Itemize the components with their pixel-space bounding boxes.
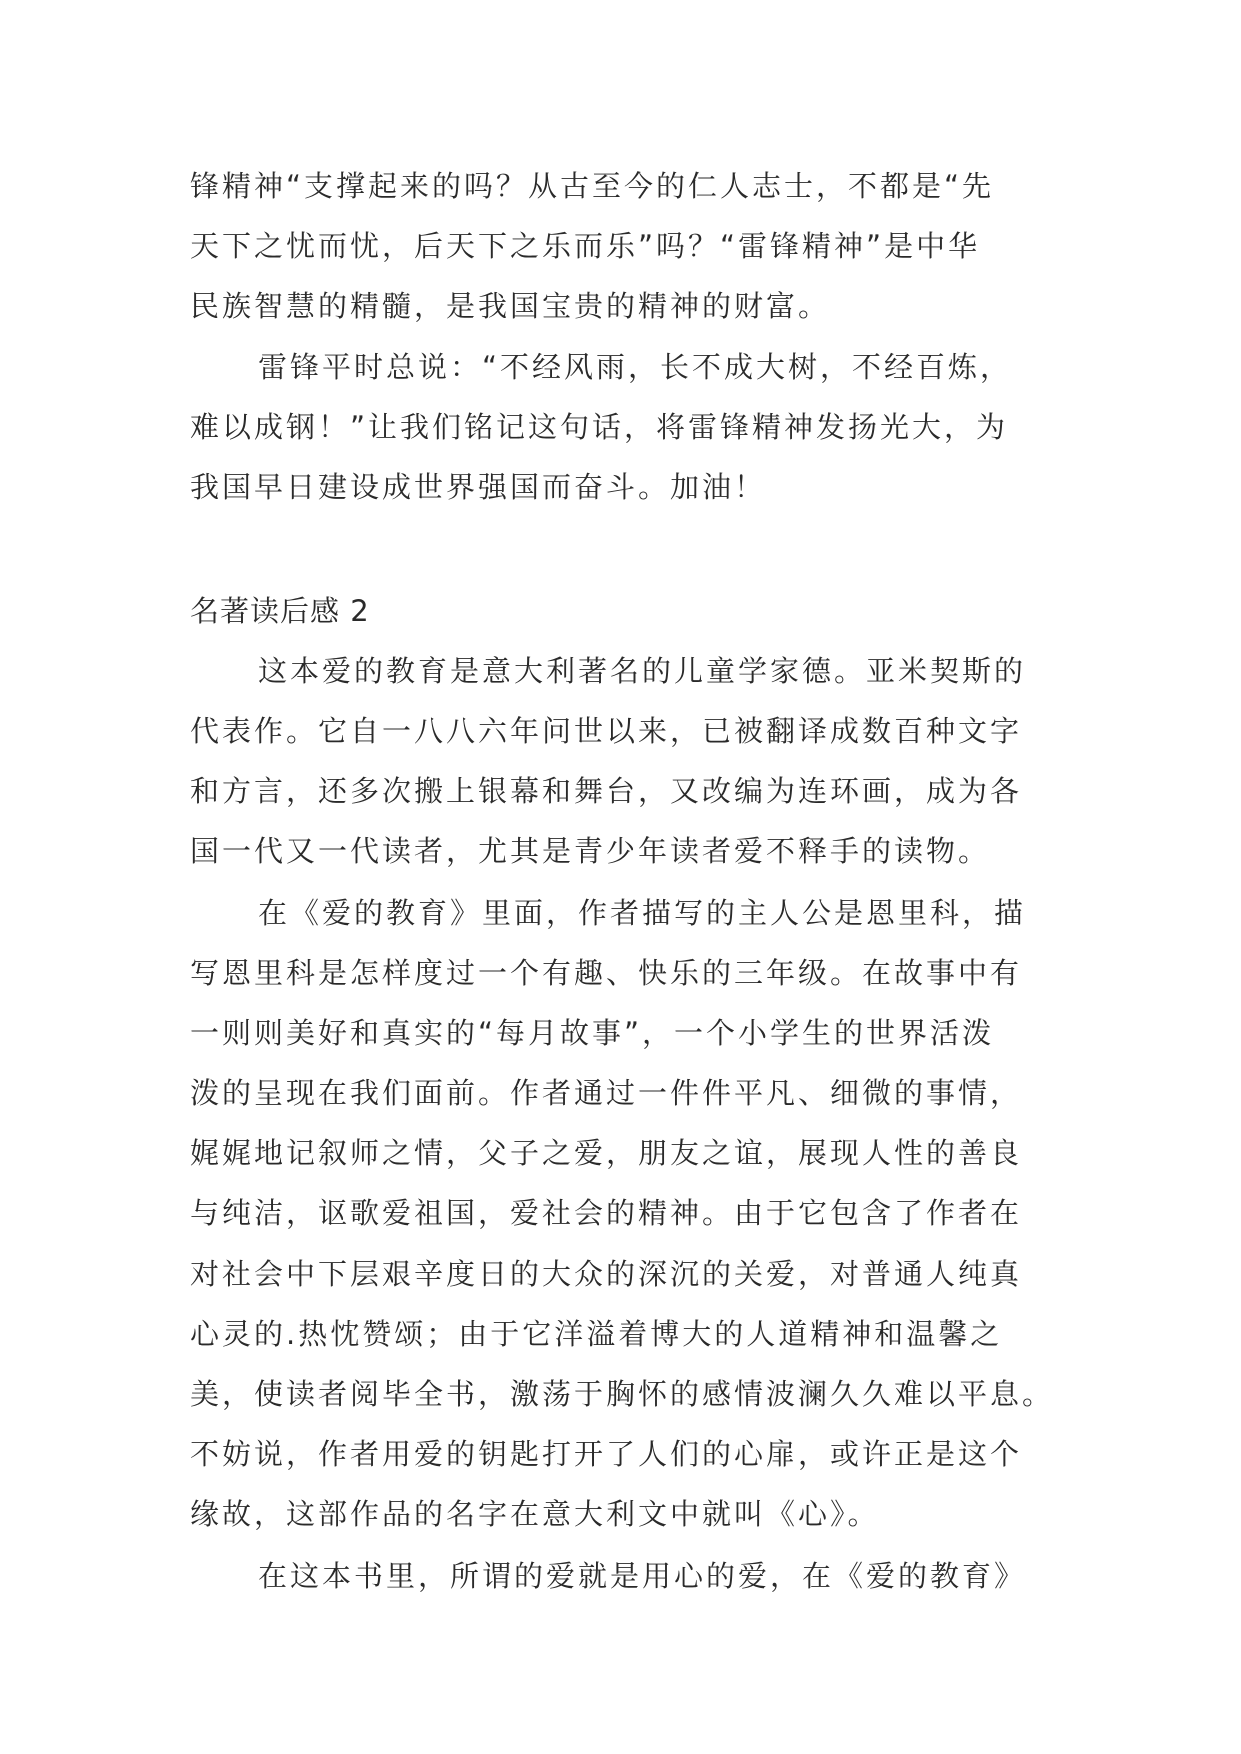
- story-paragraph-line-5: 娓娓地记叙师之情，父子之爱，朋友之谊，展现人性的善良: [190, 1136, 1023, 1170]
- story-paragraph-line-4: 泼的呈现在我们面前。作者通过一件件平凡、细微的事情，: [190, 1076, 1023, 1110]
- continuation-line-2: 天下之忧而忧，后天下之乐而乐”吗？“雷锋精神”是中华: [190, 229, 981, 263]
- last-paragraph-line-1: 在这本书里，所谓的爱就是用心的爱，在《爱的教育》: [258, 1559, 1027, 1593]
- story-paragraph-line-2: 写恩里科是怎样度过一个有趣、快乐的三年级。在故事中有: [190, 956, 1023, 990]
- intro-paragraph-line-2: 代表作。它自一八八六年问世以来，已被翻译成数百种文字: [190, 714, 1023, 748]
- story-paragraph-line-1: 在《爱的教育》里面，作者描写的主人公是恩里科，描: [258, 896, 1027, 930]
- story-paragraph-line-7: 对社会中下层艰辛度日的大众的深沉的关爱，对普通人纯真: [190, 1257, 1023, 1291]
- quote-paragraph-line-3: 我国早日建设成世界强国而奋斗。加油！: [190, 470, 767, 504]
- continuation-line-1: 锋精神“支撑起来的吗？从古至今的仁人志士，不都是“先: [190, 169, 995, 203]
- story-paragraph-line-11: 缘故，这部作品的名字在意大利文中就叫《心》。: [190, 1497, 880, 1531]
- story-paragraph-line-9: 美，使读者阅毕全书，激荡于胸怀的感情波澜久久难以平息。: [190, 1377, 1055, 1411]
- intro-paragraph-line-4: 国一代又一代读者，尤其是青少年读者爱不释手的读物。: [190, 834, 991, 868]
- story-paragraph-line-6: 与纯洁，讴歌爱祖国，爱社会的精神。由于它包含了作者在: [190, 1196, 1023, 1230]
- quote-paragraph-line-1: 雷锋平时总说：“不经风雨，长不成大树，不经百炼，: [258, 350, 1013, 384]
- story-paragraph-line-3: 一则则美好和真实的“每月故事”，一个小学生的世界活泼: [190, 1016, 995, 1050]
- story-paragraph-line-10: 不妨说，作者用爱的钥匙打开了人们的心扉，或许正是这个: [190, 1437, 1023, 1471]
- section-title: 名著读后感 2: [190, 594, 370, 628]
- continuation-line-3: 民族智慧的精髓，是我国宝贵的精神的财富。: [190, 289, 831, 323]
- intro-paragraph-line-3: 和方言，还多次搬上银幕和舞台，又改编为连环画，成为各: [190, 774, 1023, 808]
- story-paragraph-line-8: 心灵的.热忱赞颂；由于它洋溢着博大的人道精神和温馨之: [190, 1317, 1003, 1351]
- quote-paragraph-line-2: 难以成钢！”让我们铭记这句话，将雷锋精神发扬光大，为: [190, 410, 1009, 444]
- intro-paragraph-line-1: 这本爱的教育是意大利著名的儿童学家德。亚米契斯的: [258, 654, 1027, 688]
